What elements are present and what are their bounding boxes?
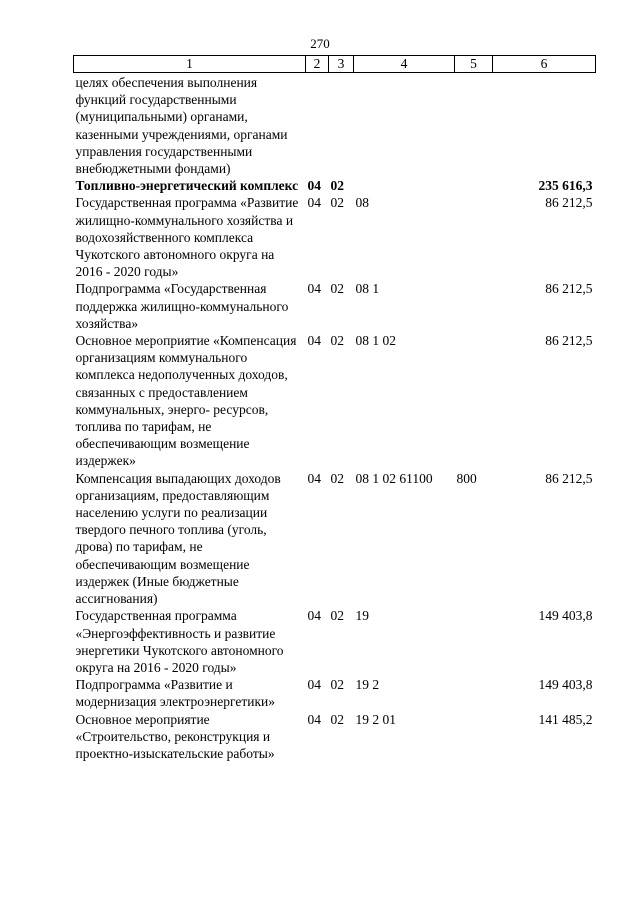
column-header-4: 4 (354, 56, 455, 73)
row-rz: 04 (307, 711, 321, 727)
row-name: Основное мероприятие «Компенсация организациям коммунального комплекса недополученных доходов, связанных с предоставлением коммунальных, энерго- ресурсов, топлива по тарифам, не обеспечивающим возмещение издержек» (75, 333, 297, 469)
row-rz: 04 (307, 677, 321, 693)
row-sum: 86 212,5 (545, 470, 593, 486)
row-pr: 02 (330, 333, 344, 349)
table-row (74, 280, 596, 332)
row-vr: 800 (456, 470, 477, 486)
table-row (74, 332, 596, 470)
row-sum: 149 403,8 (538, 677, 593, 693)
row-csr: 08 1 02 61100 (355, 470, 433, 486)
row-pr: 02 (330, 470, 344, 486)
row-vr (455, 711, 493, 763)
row-csr: 08 (355, 195, 369, 211)
table-row (74, 194, 596, 280)
row-csr: 19 2 01 (355, 711, 396, 727)
table-row (74, 177, 596, 194)
row-vr (455, 177, 493, 194)
row-pr: 02 (330, 195, 344, 211)
table-row (74, 711, 596, 763)
row-vr (455, 194, 493, 280)
row-name: целях обеспечения выполнения функций государственными (муниципальными) органами, казенными учреждениями, органами управления государственными внебюджетными фондами) (75, 75, 288, 177)
row-rz: 04 (307, 178, 321, 194)
row-csr (354, 177, 455, 194)
row-pr: 02 (330, 608, 344, 624)
row-pr: 02 (330, 711, 344, 727)
column-header-6: 6 (493, 56, 596, 73)
row-sum: 86 212,5 (545, 195, 593, 211)
budget-table (73, 55, 596, 762)
row-rz: 04 (307, 608, 321, 624)
row-pr (329, 73, 354, 178)
row-rz: 04 (307, 470, 321, 486)
row-vr (455, 280, 493, 332)
row-rz: 04 (307, 333, 321, 349)
table-row (74, 73, 596, 178)
row-name: Подпрограмма «Государственная поддержка жилищно-коммунального хозяйства» (75, 281, 289, 331)
column-header-2: 2 (306, 56, 329, 73)
row-vr (455, 332, 493, 470)
row-sum (493, 73, 596, 178)
page-number: 270 (310, 36, 330, 51)
table-row (74, 607, 596, 676)
row-sum: 141 485,2 (538, 711, 593, 727)
row-name: Государственная программа «Развитие жилищно-коммунального хозяйства и водохозяйственного комплекса Чукотского автономного округа на 2016 - 2020 годы» (75, 195, 299, 280)
table-header (74, 56, 596, 73)
row-vr (455, 73, 493, 178)
column-header-1: 1 (74, 56, 306, 73)
row-vr (455, 607, 493, 676)
row-name: Компенсация выпадающих доходов организациям, предоставляющим населению услуги по реализации твердого печного топлива (уголь, дрова) по тарифам, не обеспечивающим возмещение издержек (Иные бюджетные ассигнования) (75, 470, 281, 607)
row-csr: 19 (355, 608, 369, 624)
row-sum: 86 212,5 (545, 333, 593, 349)
row-rz (306, 73, 329, 178)
row-sum: 149 403,8 (538, 608, 593, 624)
row-pr: 02 (330, 677, 344, 693)
column-number-row (74, 56, 596, 73)
row-rz: 04 (307, 195, 321, 211)
row-name: Топливно-энергетический комплекс (75, 178, 299, 194)
row-pr: 02 (330, 178, 344, 194)
row-csr: 08 1 02 (355, 333, 396, 349)
row-name: Государственная программа «Энергоэффективность и развитие энергетики Чукотского автономного округа на 2016 - 2020 годы» (75, 608, 284, 675)
row-vr (455, 676, 493, 710)
row-csr: 08 1 (355, 281, 380, 297)
row-sum: 235 616,3 (538, 178, 593, 194)
table-row (74, 470, 596, 608)
row-sum: 86 212,5 (545, 281, 593, 297)
row-pr: 02 (330, 281, 344, 297)
row-csr (354, 73, 455, 178)
row-rz: 04 (307, 281, 321, 297)
row-csr: 19 2 (355, 677, 380, 693)
table-body (74, 73, 596, 763)
row-name: Подпрограмма «Развитие и модернизация электроэнергетики» (75, 677, 275, 710)
column-header-3: 3 (329, 56, 354, 73)
row-name: Основное мероприятие «Строительство, реконструкция и проектно-изыскательские работы» (75, 711, 275, 761)
column-header-5: 5 (455, 56, 493, 73)
table-row (74, 676, 596, 710)
